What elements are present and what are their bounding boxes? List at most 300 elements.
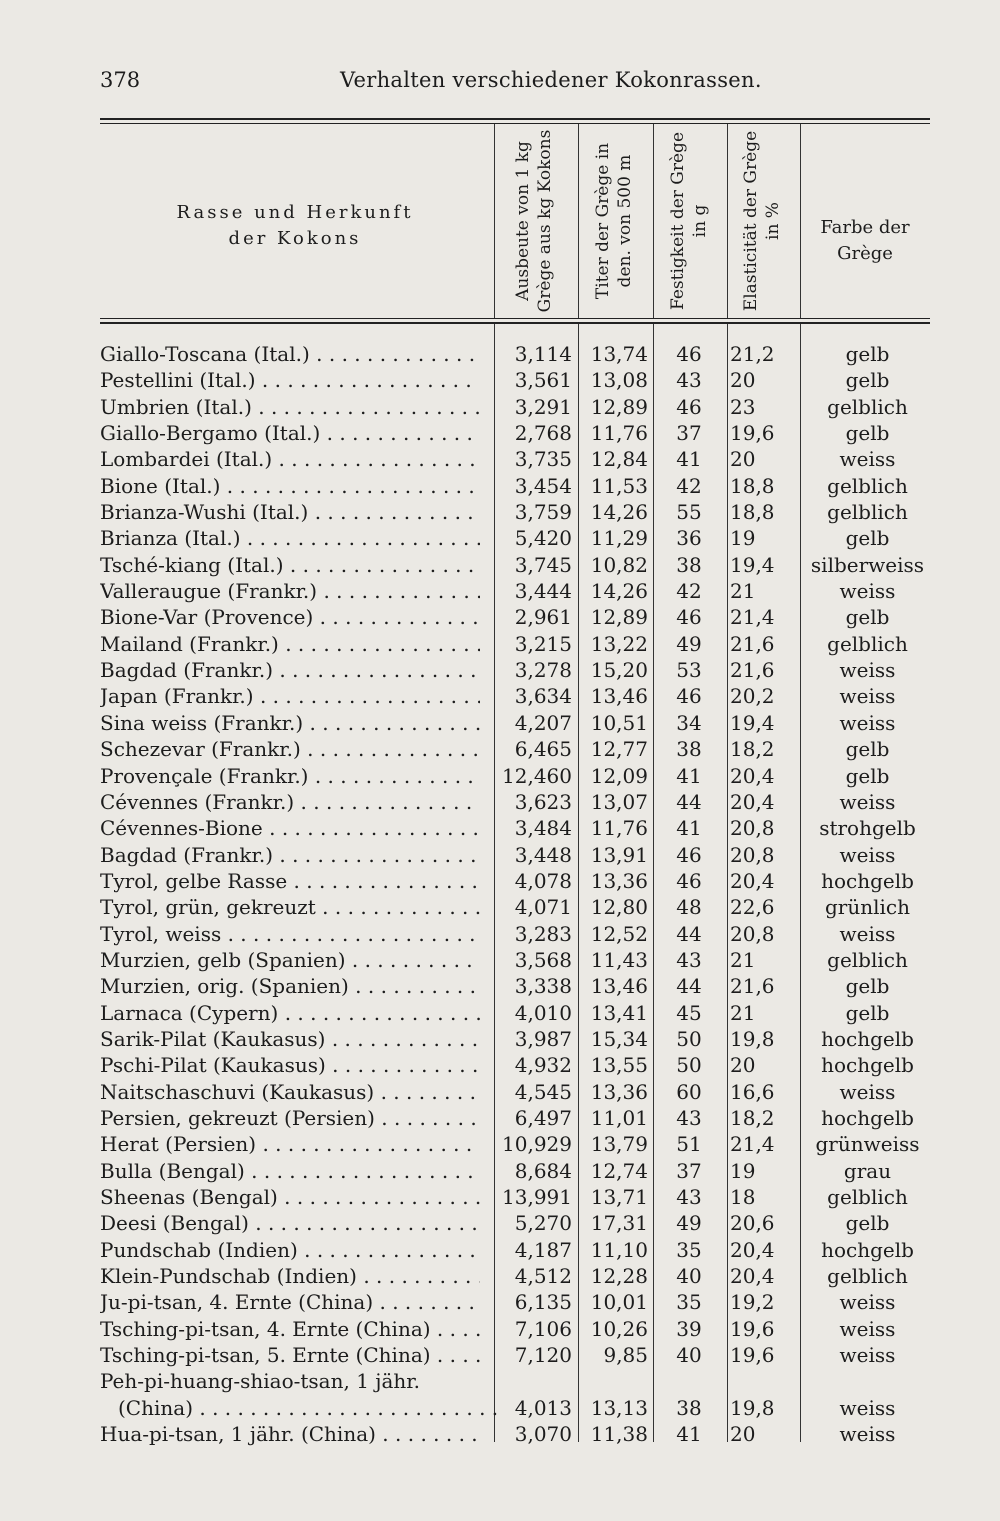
row-festigkeit: 44 [676, 921, 702, 946]
row-festigkeit: 50 [676, 1026, 702, 1051]
row-elasticitaet: 16,6 [730, 1079, 775, 1104]
table-row [0, 947, 1000, 973]
row-farbe: weiss [839, 684, 896, 709]
table-row [0, 1131, 1000, 1157]
row-farbe: weiss [839, 1290, 896, 1315]
row-farbe: gelb [845, 763, 890, 788]
row-titer: 11,76 [590, 421, 648, 446]
row-elasticitaet: 21 [730, 1000, 756, 1025]
row-name: Murzien, gelb (Spanien) . . . [100, 947, 480, 973]
header-bottom-rule [100, 318, 930, 319]
row-elasticitaet: 19,4 [730, 710, 775, 735]
row-name: Bione (Ital.) . . . [100, 473, 480, 499]
row-festigkeit: 43 [676, 1185, 702, 1209]
row-ausbeute: 7,106 [514, 1316, 572, 1341]
row-farbe: weiss [839, 921, 896, 946]
row-festigkeit: 46 [676, 868, 702, 893]
row-elasticitaet: 22,6 [730, 895, 775, 920]
table-row [0, 1158, 1000, 1184]
table-row [0, 552, 1000, 578]
row-festigkeit: 40 [676, 1343, 702, 1368]
row-ausbeute: 3,291 [514, 394, 572, 419]
row-elasticitaet: 19 [730, 1158, 756, 1183]
row-farbe: gelblich [827, 1264, 908, 1289]
row-elasticitaet: 19,6 [730, 1343, 775, 1368]
row-festigkeit: 53 [676, 658, 702, 683]
row-titer: 13,46 [590, 684, 648, 709]
row-ausbeute: 5,270 [514, 1211, 572, 1236]
row-titer: 12,84 [590, 447, 648, 472]
row-farbe: gelblich [827, 500, 908, 525]
row-titer: 17,31 [590, 1211, 648, 1236]
row-festigkeit: 35 [676, 1290, 702, 1315]
row-festigkeit: 46 [676, 342, 702, 366]
row-farbe: gelb [845, 421, 890, 446]
table-row [0, 394, 1000, 420]
row-farbe: weiss [839, 579, 896, 604]
row-farbe: hochgelb [821, 1105, 914, 1130]
table-row [0, 446, 1000, 472]
row-ausbeute: 4,512 [514, 1264, 572, 1289]
row-elasticitaet: 20 [730, 1053, 756, 1078]
row-titer: 12,09 [590, 763, 648, 788]
row-ausbeute: 3,568 [514, 947, 572, 972]
row-festigkeit: 37 [676, 421, 702, 446]
row-festigkeit: 36 [676, 526, 702, 551]
row-festigkeit: 50 [676, 1053, 702, 1078]
table-row [0, 921, 1000, 947]
row-name: Bulla (Bengal) . . . [100, 1158, 480, 1184]
row-farbe: weiss [839, 842, 896, 867]
row-titer: 13,08 [590, 368, 648, 393]
row-farbe: weiss [839, 1422, 896, 1447]
row-festigkeit: 43 [676, 368, 702, 393]
row-farbe: weiss [839, 1079, 896, 1104]
table-body [0, 341, 1000, 1447]
row-farbe: weiss [839, 789, 896, 814]
row-ausbeute: 3,561 [514, 368, 572, 393]
table-row [0, 1342, 1000, 1368]
row-ausbeute: 3,278 [514, 658, 572, 683]
row-titer: 13,71 [590, 1185, 648, 1209]
running-title: Verhalten verschiedener Kokonrassen. [340, 68, 762, 92]
row-festigkeit: 44 [676, 789, 702, 814]
table-row [0, 1395, 1000, 1421]
table-row [0, 1079, 1000, 1105]
row-name: Brianza (Ital.) . . . [100, 525, 480, 551]
table-row [0, 842, 1000, 868]
row-elasticitaet: 18,2 [730, 1105, 775, 1130]
row-elasticitaet: 21,6 [730, 658, 775, 683]
row-ausbeute: 6,135 [514, 1290, 572, 1315]
row-elasticitaet: 21 [730, 947, 756, 972]
row-titer: 11,76 [590, 816, 648, 841]
table-top-rule [100, 118, 930, 120]
row-farbe: gelblich [827, 473, 908, 498]
row-name: Schezevar (Frankr.) . . . [100, 736, 480, 762]
row-ausbeute: 4,010 [514, 1000, 572, 1025]
row-elasticitaet: 18 [730, 1185, 756, 1209]
row-titer: 13,46 [590, 974, 648, 999]
header-divider [494, 124, 495, 318]
row-festigkeit: 46 [676, 684, 702, 709]
row-farbe: gelb [845, 605, 890, 630]
row-name: Pestellini (Ital.) . . . [100, 367, 480, 393]
row-titer: 11,53 [590, 473, 648, 498]
row-ausbeute: 3,745 [514, 552, 572, 577]
row-farbe: gelb [845, 974, 890, 999]
table-top-rule-2 [100, 123, 930, 124]
table-row [0, 1237, 1000, 1263]
column-header-festigkeit: Festigkeit der Grège in g [668, 131, 710, 311]
row-name: Deesi (Bengal) . . . [100, 1210, 480, 1236]
row-festigkeit: 37 [676, 1158, 702, 1183]
row-elasticitaet: 20,8 [730, 921, 775, 946]
row-titer: 10,51 [590, 710, 648, 735]
table-row [0, 1052, 1000, 1078]
row-elasticitaet: 19,4 [730, 552, 775, 577]
row-titer: 12,77 [590, 737, 648, 762]
row-titer: 13,36 [590, 868, 648, 893]
row-titer: 13,91 [590, 842, 648, 867]
row-ausbeute: 3,070 [514, 1422, 572, 1447]
row-name: Klein-Pundschab (Indien) . . . [100, 1263, 480, 1289]
row-titer: 9,85 [603, 1343, 648, 1368]
row-ausbeute: 3,759 [514, 500, 572, 525]
table-row-continued [0, 1368, 1000, 1394]
table-row [0, 1000, 1000, 1026]
row-name: Peh-pi-huang-shiao-tsan, 1 jähr. [100, 1369, 421, 1394]
row-festigkeit: 45 [676, 1000, 702, 1025]
row-elasticitaet: 20 [730, 1422, 756, 1447]
header-divider [578, 124, 579, 318]
table-row [0, 1026, 1000, 1052]
table-row [0, 710, 1000, 736]
row-ausbeute: 2,961 [514, 605, 572, 630]
row-farbe: grünlich [825, 895, 910, 920]
row-ausbeute: 6,497 [514, 1105, 572, 1130]
row-name: Brianza-Wushi (Ital.) . . . [100, 499, 480, 525]
row-farbe: gelblich [827, 394, 908, 419]
row-name: Japan (Frankr.) . . . [100, 683, 480, 709]
table-row [0, 736, 1000, 762]
table-row [0, 499, 1000, 525]
row-festigkeit: 44 [676, 974, 702, 999]
table-row [0, 1184, 1000, 1210]
row-name: Hua-pi-tsan, 1 jähr. (China) . . . [100, 1421, 480, 1447]
row-festigkeit: 38 [676, 552, 702, 577]
row-ausbeute: 3,283 [514, 921, 572, 946]
row-festigkeit: 46 [676, 394, 702, 419]
row-elasticitaet: 21,2 [730, 342, 775, 366]
row-ausbeute: 3,448 [514, 842, 572, 867]
row-farbe: gelb [845, 526, 890, 551]
row-titer: 14,26 [590, 500, 648, 525]
row-name: Mailand (Frankr.) . . . [100, 631, 480, 657]
row-name: Murzien, orig. (Spanien) . . . [100, 973, 480, 999]
row-name: Ju-pi-tsan, 4. Ernte (China) . . . [100, 1289, 480, 1315]
row-festigkeit: 41 [676, 816, 702, 841]
row-elasticitaet: 20,4 [730, 1237, 775, 1262]
row-festigkeit: 49 [676, 1211, 702, 1236]
row-name: Bagdad (Frankr.) . . . [100, 657, 480, 683]
table-row [0, 815, 1000, 841]
header-divider [727, 124, 728, 318]
row-elasticitaet: 20 [730, 447, 756, 472]
table-row [0, 578, 1000, 604]
row-elasticitaet: 20,8 [730, 842, 775, 867]
row-elasticitaet: 19,2 [730, 1290, 775, 1315]
row-name: Larnaca (Cypern) . . . [100, 1000, 480, 1026]
row-name: Sina weiss (Frankr.) . . . [100, 710, 480, 736]
row-ausbeute: 10,929 [502, 1132, 572, 1157]
row-farbe: gelblich [827, 947, 908, 972]
row-elasticitaet: 19,6 [730, 1316, 775, 1341]
row-festigkeit: 38 [676, 1395, 702, 1420]
row-titer: 12,89 [590, 605, 648, 630]
page-number: 378 [100, 68, 141, 92]
row-titer: 13,13 [590, 1395, 648, 1420]
row-titer: 11,43 [590, 947, 648, 972]
row-festigkeit: 39 [676, 1316, 702, 1341]
row-festigkeit: 60 [676, 1079, 702, 1104]
row-name: Sarik-Pilat (Kaukasus) . . . [100, 1026, 480, 1052]
row-titer: 14,26 [590, 579, 648, 604]
row-festigkeit: 46 [676, 605, 702, 630]
row-farbe: weiss [839, 1343, 896, 1368]
row-name: Tsching-pi-tsan, 4. Ernte (China) . . . [100, 1316, 480, 1342]
column-header-ausbeute: Ausbeute von 1 kg Grège aus kg Kokons [513, 129, 555, 313]
row-farbe: gelb [845, 342, 890, 366]
table-row [0, 420, 1000, 446]
row-name: Pschi-Pilat (Kaukasus) . . . [100, 1052, 480, 1078]
table-row [0, 341, 1000, 367]
table-row [0, 973, 1000, 999]
row-elasticitaet: 20,6 [730, 1211, 775, 1236]
table-row [0, 657, 1000, 683]
table-row [0, 473, 1000, 499]
row-festigkeit: 41 [676, 1422, 702, 1447]
row-titer: 11,29 [590, 526, 648, 551]
row-elasticitaet: 19 [730, 526, 756, 551]
row-name: Herat (Persien) . . . [100, 1131, 480, 1157]
row-ausbeute: 13,991 [502, 1185, 572, 1209]
row-ausbeute: 3,114 [514, 342, 572, 366]
row-festigkeit: 42 [676, 579, 702, 604]
table-row [0, 868, 1000, 894]
row-titer: 13,41 [590, 1000, 648, 1025]
row-ausbeute: 12,460 [502, 763, 572, 788]
row-farbe: gelb [845, 737, 890, 762]
row-festigkeit: 43 [676, 947, 702, 972]
row-name: Naitschaschuvi (Kaukasus) . . . [100, 1079, 480, 1105]
row-name: Tsché-kiang (Ital.) . . . [100, 552, 480, 578]
column-header-rasse-line2: der Kokons [228, 228, 362, 249]
row-titer: 10,82 [590, 552, 648, 577]
row-ausbeute: 7,120 [514, 1343, 572, 1368]
row-farbe: grau [843, 1158, 892, 1183]
table-row [0, 1105, 1000, 1131]
row-name: Umbrien (Ital.) . . . [100, 394, 480, 420]
row-ausbeute: 8,684 [514, 1158, 572, 1183]
row-festigkeit: 51 [676, 1132, 702, 1157]
row-elasticitaet: 23 [730, 394, 756, 419]
row-ausbeute: 4,071 [514, 895, 572, 920]
row-name: Giallo-Bergamo (Ital.) . . . [100, 420, 480, 446]
row-titer: 11,38 [590, 1422, 648, 1447]
row-ausbeute: 4,078 [514, 868, 572, 893]
row-titer: 11,10 [590, 1237, 648, 1262]
row-titer: 11,01 [590, 1105, 648, 1130]
table-row [0, 631, 1000, 657]
row-name: Sheenas (Bengal) . . . [100, 1184, 480, 1210]
row-farbe: weiss [839, 658, 896, 683]
row-name: Bagdad (Frankr.) . . . [100, 842, 480, 868]
row-farbe: silberweiss [810, 552, 925, 577]
row-festigkeit: 34 [676, 710, 702, 735]
table-row [0, 1316, 1000, 1342]
row-ausbeute: 2,768 [514, 421, 572, 446]
table-row [0, 1210, 1000, 1236]
row-festigkeit: 41 [676, 763, 702, 788]
row-name: Provençale (Frankr.) . . . [100, 763, 480, 789]
row-titer: 12,28 [590, 1264, 648, 1289]
row-ausbeute: 4,187 [514, 1237, 572, 1262]
header-divider [653, 124, 654, 318]
row-farbe: gelb [845, 1211, 890, 1236]
row-name: Pundschab (Indien) . . . [100, 1237, 480, 1263]
row-elasticitaet: 19,8 [730, 1026, 775, 1051]
row-ausbeute: 5,420 [514, 526, 572, 551]
table-row [0, 894, 1000, 920]
row-elasticitaet: 20,4 [730, 763, 775, 788]
row-name: Lombardei (Ital.) . . . [100, 446, 480, 472]
row-name: Tyrol, gelbe Rasse . . . [100, 868, 480, 894]
row-ausbeute: 3,987 [514, 1026, 572, 1051]
row-ausbeute: 4,932 [514, 1053, 572, 1078]
row-festigkeit: 41 [676, 447, 702, 472]
row-festigkeit: 42 [676, 473, 702, 498]
row-farbe: hochgelb [821, 1053, 914, 1078]
row-ausbeute: 3,215 [514, 631, 572, 656]
row-name: Valleraugue (Frankr.) . . . [100, 578, 480, 604]
row-titer: 13,07 [590, 789, 648, 814]
row-festigkeit: 38 [676, 737, 702, 762]
row-titer: 13,22 [590, 631, 648, 656]
row-farbe: grünweiss [815, 1132, 920, 1157]
row-titer: 12,89 [590, 394, 648, 419]
row-elasticitaet: 20,4 [730, 789, 775, 814]
row-elasticitaet: 18,2 [730, 737, 775, 762]
row-festigkeit: 43 [676, 1105, 702, 1130]
row-titer: 13,36 [590, 1079, 648, 1104]
column-header-rasse-line1: Rasse und Herkunft [176, 202, 414, 223]
row-ausbeute: 3,634 [514, 684, 572, 709]
row-elasticitaet: 19,8 [730, 1395, 775, 1420]
column-header-titer: Titer der Grège in den. von 500 m [593, 142, 635, 300]
row-ausbeute: 3,735 [514, 447, 572, 472]
row-ausbeute: 3,444 [514, 579, 572, 604]
row-farbe: strohgelb [819, 816, 916, 841]
row-ausbeute: 6,465 [514, 737, 572, 762]
page-header [100, 68, 920, 108]
row-farbe: weiss [839, 710, 896, 735]
row-titer: 13,79 [590, 1132, 648, 1157]
table-row [0, 1421, 1000, 1447]
column-header-farbe: Farbe der Grège [820, 217, 910, 264]
row-farbe: gelblich [827, 631, 908, 656]
row-elasticitaet: 21,6 [730, 974, 775, 999]
row-name: (China) . . . [118, 1395, 498, 1421]
row-titer: 10,26 [590, 1316, 648, 1341]
table-row [0, 1263, 1000, 1289]
row-elasticitaet: 20,2 [730, 684, 775, 709]
row-festigkeit: 48 [676, 895, 702, 920]
column-header-rasse [100, 200, 490, 252]
table-row [0, 763, 1000, 789]
row-titer: 12,74 [590, 1158, 648, 1183]
row-elasticitaet: 18,8 [730, 500, 775, 525]
row-titer: 13,55 [590, 1053, 648, 1078]
row-farbe: gelb [845, 1000, 890, 1025]
row-farbe: weiss [839, 1316, 896, 1341]
row-titer: 15,20 [590, 658, 648, 683]
row-name: Bione-Var (Provence) . . . [100, 604, 480, 630]
row-elasticitaet: 20,8 [730, 816, 775, 841]
row-ausbeute: 3,454 [514, 473, 572, 498]
row-name: Cévennes-Bione . . . [100, 815, 480, 841]
row-farbe: weiss [839, 1395, 896, 1420]
row-titer: 12,52 [590, 921, 648, 946]
table-row [0, 525, 1000, 551]
row-elasticitaet: 21 [730, 579, 756, 604]
row-ausbeute: 4,013 [514, 1395, 572, 1420]
row-titer: 12,80 [590, 895, 648, 920]
row-festigkeit: 35 [676, 1237, 702, 1262]
table-row [0, 1289, 1000, 1315]
row-ausbeute: 3,338 [514, 974, 572, 999]
row-festigkeit: 49 [676, 631, 702, 656]
row-titer: 15,34 [590, 1026, 648, 1051]
row-elasticitaet: 19,6 [730, 421, 775, 446]
row-titer: 13,74 [590, 342, 648, 366]
row-name: Tyrol, weiss . . . [100, 921, 480, 947]
table-row [0, 367, 1000, 393]
row-ausbeute: 4,545 [514, 1079, 572, 1104]
row-titer: 10,01 [590, 1290, 648, 1315]
table-row [0, 604, 1000, 630]
row-ausbeute: 3,484 [514, 816, 572, 841]
row-elasticitaet: 21,6 [730, 631, 775, 656]
row-elasticitaet: 20,4 [730, 1264, 775, 1289]
row-name: Tsching-pi-tsan, 5. Ernte (China) . . . [100, 1342, 480, 1368]
row-ausbeute: 4,207 [514, 710, 572, 735]
row-name: Cévennes (Frankr.) . . . [100, 789, 480, 815]
row-festigkeit: 40 [676, 1264, 702, 1289]
row-farbe: weiss [839, 447, 896, 472]
row-elasticitaet: 18,8 [730, 473, 775, 498]
row-farbe: hochgelb [821, 1026, 914, 1051]
row-name: Tyrol, grün, gekreuzt . . . [100, 894, 480, 920]
row-elasticitaet: 21,4 [730, 605, 775, 630]
row-ausbeute: 3,623 [514, 789, 572, 814]
row-farbe: hochgelb [821, 868, 914, 893]
row-farbe: hochgelb [821, 1237, 914, 1262]
table-row [0, 789, 1000, 815]
row-elasticitaet: 20,4 [730, 868, 775, 893]
row-elasticitaet: 21,4 [730, 1132, 775, 1157]
row-name: Persien, gekreuzt (Persien) . . . [100, 1105, 480, 1131]
